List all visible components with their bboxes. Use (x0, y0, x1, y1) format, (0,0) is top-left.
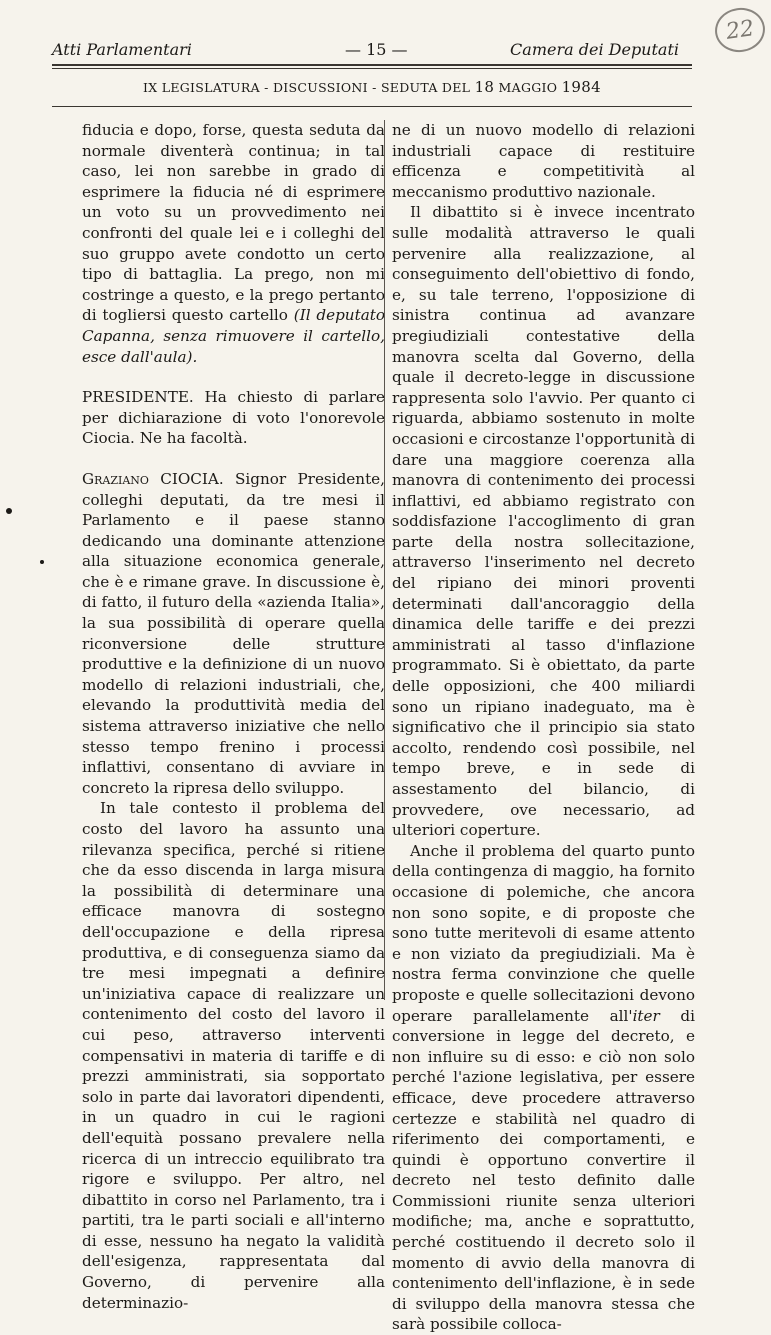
header-rule-top (52, 64, 692, 66)
speaker-last-name: CIOCIA. (148, 469, 224, 488)
margin-mark (6, 508, 12, 514)
right-column (392, 120, 695, 1335)
paragraph: Il dibattito si è invece incentrato sulle modalità attraverso le quali pervenire alla realizzazione, al conseguimento dell'obiettivo di fondo, e, su tale terreno, l'opposizione di sinistra continua ad avanzare pregiudiziali contestative della manovra scelta dal Governo, della quale il decreto-legge in discussione rappresenta solo l'avvio. Per quanto ci riguarda, abbiamo sostenuto in molte occasioni e circostanze l'opportunità di dare una maggiore coerenza alla manovra di contenimento dei processi inflattivi, ed abbiamo registrato con soddisfazione l'accoglimento di gran parte della nostra sollecitazione, attraverso l'inserimento nel decreto del ripiano dei minori proventi determinati dall'ancoraggio della dinamica delle tariffe e dei prezzi amministrati al tasso d'inflazione programmato. Si è obiettato, da parte delle opposizioni, che 400 miliardi sono un ripiano inadeguato, ma è significativo che il principio sia stato accolto, rendendo così possibile, nel tempo breve, e in sede di assestamento del bilancio, di provvedere, ove necessario, ad ulteriori coperture. (392, 203, 695, 840)
speaker-first-name: Graziano (82, 469, 149, 488)
latin-term: iter (632, 1006, 660, 1025)
left-column (82, 120, 385, 1313)
paragraph: fiducia e dopo, forse, questa seduta da normale diventerà continua; in tal caso, lei non sarebbe in grado di esprimere la fiducia né di esprimere un voto su un provvedimento nei confronti del quale lei e i colleghi del suo gruppo avete condotto un certo tipo di battaglia. La prego, non mi costringe a questo, e la prego pertanto di togliersi questo cartello (Il deputato Capanna, senza rimuovere il cartello, esce dall'aula). (82, 121, 385, 366)
president-paragraph: PRESIDENTE. Ha chiesto di parlare per dichiarazione di voto l'onorevole Ciocia. Ne ha facoltà. (82, 388, 385, 448)
session-label: IX LEGISLATURA - DISCUSSIONI - SEDUTA DEL (143, 80, 475, 95)
publication-title: Atti Parlamentari (52, 40, 192, 59)
chamber-name: Camera dei Deputati (510, 40, 679, 59)
paragraph: Anche il problema del quarto punto della contingenza di maggio, ha fornito occasione di polemiche, che ancora non sono sopite, e di proposte che sono tutte meritevoli di esame attento e non viziato da pregiudiziali. Ma è nostra ferma convinzione che quelle proposte e quelle sollecitazioni devono operare parallelamente all'iter di conversione in legge del decreto, e non influire su di esso: e ciò non solo perché l'azione legislativa, per essere efficace, deve procedere attraverso certezze e stabilità nel quadro di riferimento dei comportamenti, e quindi è opportuno convertire il decreto nel testo definito dalle Commissioni riunite senza ulteriori modifiche; ma, anche e soprattutto, perché costituendo il decreto solo il momento di avvio della manovra di contenimento dell'inflazione, è in sede di sviluppo della manovra stessa che sarà possibile colloca- (392, 841, 695, 1334)
session-day: 18 (474, 78, 495, 96)
stage-direction: (Il deputato Capanna, senza rimuovere il cartello, esce dall'aula). (82, 306, 385, 366)
session-month: MAGGIO (494, 80, 562, 95)
margin-mark-small (40, 560, 44, 564)
paragraph: ne di un nuovo modello di relazioni industriali capace di restituire efficenza e competitività al meccanismo produttivo nazionale. (392, 121, 695, 201)
speech-paragraph: Graziano CIOCIA. Signor Presidente, colleghi deputati, da tre mesi il Parlamento e il paese stanno dedicando una dominante attenzione alla situazione economica generale, che è e rimane grave. In discussione è, di fatto, il futuro della «azienda Italia», la sua possibilità di operare quella riconversione delle strutture produttive e la definizione di un nuovo modello di relazioni industriali, che, elevando la produttività media del sistema attraverso iniziative che nello stesso tempo frenino i processi inflattivi, consentano di avviare in concreto la ripresa dello sviluppo. (82, 469, 385, 797)
column-divider (384, 120, 385, 1000)
session-year: 1984 (561, 78, 601, 96)
header-rule-bottom (52, 106, 692, 107)
archive-stamp: 22 (712, 5, 768, 56)
session-subheader (52, 78, 692, 96)
header-rule-top-thin (52, 68, 692, 69)
paragraph: In tale contesto il problema del costo del lavoro ha assunto una rilevanza specifica, perché si ritiene che da esso discenda in larga misura la possibilità di determinare una efficace manovra di sostegno dell'occupazione e della ripresa produttiva, e di conseguenza siamo da tre mesi impegnati a definire un'iniziativa capace di realizzare un contenimento del costo del lavoro il cui peso, attraverso interventi compensativi in materia di tariffe e di prezzi amministrati, sia sopportato solo in parte dai lavoratori dipendenti, in un quadro in cui le ragioni dell'equità possano prevalere nella ricerca di un intreccio equilibrato tra rigore e sviluppo. Per altro, nel dibattito in corso nel Parlamento, tra i partiti, tra le parti sociali e all'interno di esse, nessuno ha negato la validità dell'esigenza, rappresentata dal Governo, di pervenire alla determinazio- (82, 799, 385, 1312)
page-number: — 15 — (345, 40, 408, 59)
